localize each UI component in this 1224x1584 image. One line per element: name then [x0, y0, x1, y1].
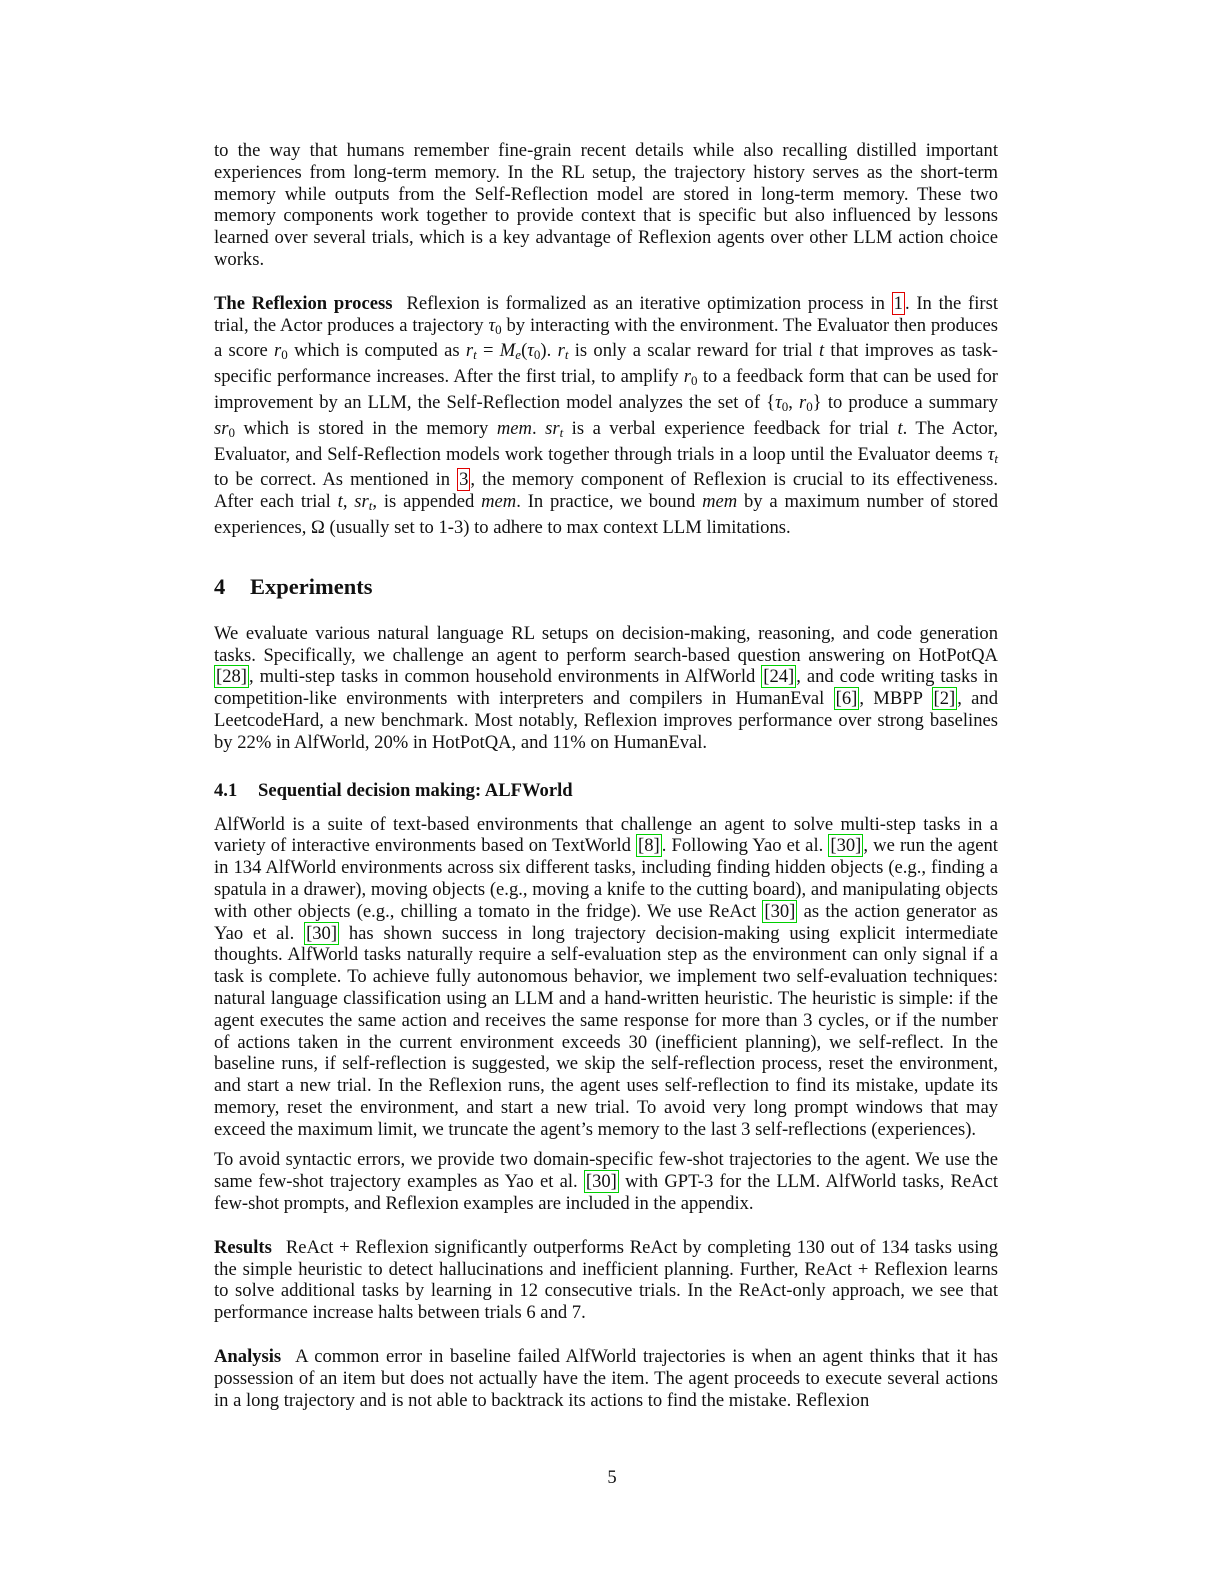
memory-paragraph: to the way that humans remember fine-grain recent details while also recalling distilled important experiences from long-term memory. In the RL setup, the trajectory history serves as the short-term memory while outputs from the Self-Reflection model are stored in long-term memory. These two memory components work together to provide context that is specific but also influenced by lessons learned over several trials, which is a key advantage of Reflexion agents over other LLM action choice works. [214, 140, 998, 270]
algorithm-ref-link[interactable]: 1 [893, 292, 903, 314]
citation-link[interactable]: [30] [764, 900, 796, 922]
citation-link[interactable]: [8] [638, 835, 660, 857]
analysis-paragraph: Analysis A common error in baseline failed AlfWorld trajectories is when an agent thinks that it has possession of an item but does not actually have the item. The agent proceeds to execute several actions in a long trajectory and is not able to backtrack its actions to find the mistake. Reflexion [214, 1346, 998, 1411]
citation-link[interactable]: [24] [763, 666, 795, 688]
few-shot-paragraph: To avoid syntactic errors, we provide two domain-specific few-shot trajectories to the agent. We use the same few-shot trajectory examples as Yao et al. [30] with GPT-3 for the LLM. AlfWorld tasks, ReAct few-shot prompts, and Reflexion examples are included in the appendix. [214, 1149, 998, 1215]
citation-link[interactable]: [6] [835, 688, 858, 710]
section-ref-link[interactable]: 3 [459, 469, 469, 491]
experiments-intro-paragraph: We evaluate various natural language RL setups on decision-making, reasoning, and code generation tasks. Specifically, we challenge an agent to perform search-based question answering on HotPotQA [28] , multi-step tasks in common household environments in AlfWorld [24] , and code writing tasks in competition-like environments with interpreters and compilers in HumanEval [6] , MBPP [2] , and LeetcodeHard, a new benchmark. Most notably, Reflexion improves performance over strong baselines by 22% in AlfWorld, 20% in HotPotQA, and 11% on HumanEval. [214, 622, 998, 753]
citation-link[interactable]: [30] [585, 1171, 617, 1193]
analysis-heading: Analysis [214, 1346, 282, 1368]
reflexion-process-heading: The Reflexion process [214, 292, 393, 314]
section-heading-experiments: 4 Experiments [214, 573, 373, 599]
citation-link[interactable]: [30] [306, 922, 338, 944]
results-heading: Results [214, 1236, 272, 1258]
subsection-heading-alfworld: 4.1 Sequential decision making: ALFWorld [214, 779, 573, 801]
citation-link[interactable]: [30] [830, 835, 862, 857]
page-number: 5 [607, 1467, 617, 1488]
citation-link[interactable]: [28] [216, 666, 247, 688]
citation-link[interactable]: [2] [933, 688, 956, 710]
reflexion-process-paragraph: The Reflexion process Reflexion is formalized as an iterative optimization process in 1 . In the first trial, the Actor produces a trajectory $\tau_0$ by interacting with the environment. The Evaluator then produces a score $r_0$ which is computed as rt = $Me(\tau_0)$. rt is only a scalar reward for trial t that improves as task-specific performance increases. After the first trial, to amplify $r_0$ to a feedback form that can be used for improvement by an LLM, the Self-Reflection model analyzes the set of {$\tau_0$, $r_0$} to produce a summary $sr_0$ which is stored in the memory mem. srt is a verbal experience feedback for trial t. The Actor, Evaluator, and Self-Reflection models work together through trials in a loop until the Evaluator deems τt to be correct. As mentioned in 3 , the memory component of Reflexion is crucial to its effectiveness. After each trial t, srt, is appended mem. In practice, we bound mem by a maximum number of stored experiences, Ω (usually set to 1-3) to adhere to max context LLM limitations. [214, 292, 999, 538]
paper-page [214, 140, 998, 1411]
results-paragraph: Results ReAct + Reflexion significantly outperforms ReAct by completing 130 out of 134 tasks using the simple heuristic to detect hallucinations and inefficient planning. Further, ReAct + Reflexion learns to solve additional tasks by learning in 12 consecutive trials. In the ReAct-only approach, we see that performance increase halts between trials 6 and 7. [214, 1236, 998, 1324]
alfworld-paragraph: AlfWorld is a suite of text-based environments that challenge an agent to solve multi-step tasks in a variety of interactive environments based on TextWorld [8] . Following Yao et al. [30] , we run the agent in 134 AlfWorld environments across six different tasks, including finding hidden objects (e.g., finding a spatula in a drawer), moving objects (e.g., moving a knife to the cutting board), and manipulating objects with other objects (e.g., chilling a tomato in the fridge). We use ReAct [30] as the action generator as Yao et al. [30] has shown success in long trajectory decision-making using explicit intermediate thoughts. AlfWorld tasks naturally require a self-evaluation step as the environment can only signal if a task is complete. To achieve fully autonomous behavior, we implement two self-evaluation techniques: natural language classification using an LLM and a hand-written heuristic. The heuristic is simple: if the agent executes the same action and receives the same response for more than 3 cycles, or if the number of actions taken in the current environment exceeds 30 (inefficient planning), we self-reflect. In the baseline runs, if self-reflection is suggested, we skip the self-reflection process, reset the environment, and start a new trial. In the Reflexion runs, the agent uses self-reflection to find its mistake, update its memory, reset the environment, and start a new trial. To avoid very long prompt windows that may exceed the maximum limit, we truncate the agent’s memory to the last 3 self-reflections (experiences). [214, 813, 999, 1140]
